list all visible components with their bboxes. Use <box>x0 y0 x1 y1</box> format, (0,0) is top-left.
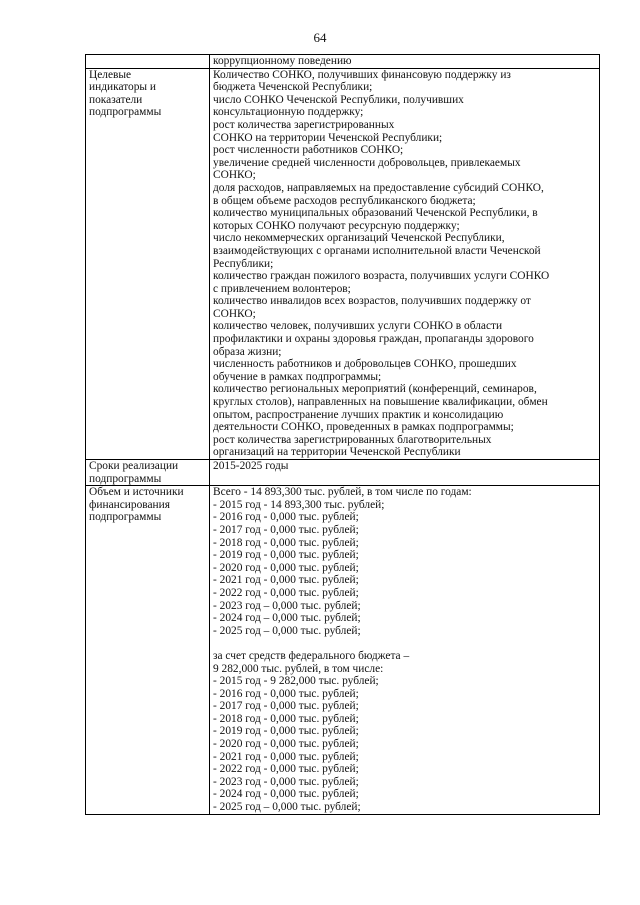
row-value-line: число некоммерческих организаций Чеченской Республики, <box>213 232 505 245</box>
row-value-line: - 2015 год - 9 282,000 тыс. рублей; <box>213 675 379 688</box>
row-value-line: за счет средств федерального бюджета – <box>213 649 410 662</box>
row-value-line: - 2024 год – 0,000 тыс. рублей; <box>213 612 361 625</box>
row-label-line: индикаторы и <box>89 81 157 94</box>
row-value-line: - 2021 год - 0,000 тыс. рублей; <box>213 574 359 587</box>
row-value-line: количество инвалидов всех возрастов, получивших поддержку от <box>213 295 531 308</box>
row-value-line: доля расходов, направляемых на предоставление субсидий СОНКО, <box>213 181 544 194</box>
row-value-line: образа жизни; <box>213 345 282 358</box>
row-value-line: профилактики и охраны здоровья граждан, пропаганды здорового <box>213 333 534 346</box>
row-value-line: - 2022 год - 0,000 тыс. рублей; <box>213 763 359 776</box>
row-value-line: с привлечением волонтеров; <box>213 282 351 295</box>
row-value-line: - 2023 год - 0,000 тыс. рублей; <box>213 775 359 788</box>
table-row <box>86 55 600 69</box>
row-value-line: консультационную поддержку; <box>213 106 364 119</box>
row-value-line: в общем объеме расходов республиканского бюджета; <box>213 194 476 207</box>
row-value-cell <box>210 460 600 486</box>
row-value-line: СОНКО; <box>213 169 256 182</box>
row-value-line: - 2020 год - 0,000 тыс. рублей; <box>213 561 359 574</box>
row-label-cell <box>86 486 210 814</box>
row-value-line: численность работников и добровольцев СОНКО, прошедших <box>213 358 517 371</box>
row-label-cell <box>86 68 210 459</box>
row-value-line: организаций на территории Чеченской Республики <box>213 446 461 459</box>
table-row <box>86 460 600 486</box>
row-value-line: - 2021 год - 0,000 тыс. рублей; <box>213 750 359 763</box>
row-label-line: Сроки реализации <box>89 460 179 472</box>
row-value-cell <box>210 68 600 459</box>
table-row <box>86 68 600 459</box>
row-label-cell <box>86 55 210 69</box>
row-value-line: которых СОНКО получают ресурсную поддержку; <box>213 219 460 232</box>
row-value-line: - 2016 год - 0,000 тыс. рублей; <box>213 511 359 524</box>
row-value-line: 2015-2025 годы <box>213 460 289 472</box>
blank-line <box>213 637 597 650</box>
row-label-line: Целевые <box>89 68 132 81</box>
row-label-line: показатели <box>89 93 143 106</box>
row-value-line: рост количества зарегистрированных <box>213 118 395 131</box>
row-value-line: - 2018 год - 0,000 тыс. рублей; <box>213 712 359 725</box>
row-value-line: СОНКО на территории Чеченской Республики; <box>213 131 443 144</box>
row-value-line: бюджета Чеченской Республики; <box>213 81 373 94</box>
row-value-line: - 2015 год - 14 893,300 тыс. рублей; <box>213 498 385 511</box>
row-value-line: взаимодействующих с органами исполнительной власти Чеченской <box>213 244 541 257</box>
row-value-cell <box>210 55 600 69</box>
row-value-line: - 2018 год - 0,000 тыс. рублей; <box>213 536 359 549</box>
row-value-line: круглых столов), направленных на повышение квалификации, обмен <box>213 396 548 409</box>
row-value-line: - 2025 год – 0,000 тыс. рублей; <box>213 801 361 814</box>
row-value-line: Количество СОНКО, получивших финансовую поддержку из <box>213 68 511 81</box>
row-label-line: подпрограммы <box>89 511 162 524</box>
row-value-line: - 2020 год - 0,000 тыс. рублей; <box>213 738 359 751</box>
page-number: 64 <box>313 30 327 45</box>
row-value-line: - 2022 год - 0,000 тыс. рублей; <box>213 586 359 599</box>
row-value-line: деятельности СОНКО, проведенных в рамках подпрограммы; <box>213 421 514 434</box>
row-value-line: рост численности работников СОНКО; <box>213 144 404 157</box>
row-value-cell <box>210 486 600 814</box>
row-value-line: коррупционному поведению <box>213 55 352 67</box>
row-value-line: - 2017 год - 0,000 тыс. рублей; <box>213 523 359 536</box>
row-value-line: Всего - 14 893,300 тыс. рублей, в том числе по годам: <box>213 486 472 499</box>
row-value-line: СОНКО; <box>213 307 256 320</box>
subprogram-passport-table <box>85 54 600 815</box>
row-value-line: количество человек, получивших услуги СОНКО в области <box>213 320 503 333</box>
row-value-line: - 2019 год - 0,000 тыс. рублей; <box>213 549 359 562</box>
row-value-line: 9 282,000 тыс. рублей, в том числе: <box>213 662 384 675</box>
row-value-line: число СОНКО Чеченской Республики, получивших <box>213 93 464 106</box>
row-label-line: финансирования <box>89 498 170 511</box>
row-value-line: - 2016 год - 0,000 тыс. рублей; <box>213 687 359 700</box>
row-value-line: Республики; <box>213 257 274 270</box>
row-value-line: - 2019 год - 0,000 тыс. рублей; <box>213 725 359 738</box>
row-label-line: Объем и источники <box>89 486 184 499</box>
table-row <box>86 486 600 814</box>
row-value-line: - 2017 год - 0,000 тыс. рублей; <box>213 700 359 713</box>
row-value-line: рост количества зарегистрированных благотворительных <box>213 433 492 446</box>
row-value-line: - 2025 год – 0,000 тыс. рублей; <box>213 624 361 637</box>
row-label-line: подпрограммы <box>89 106 162 119</box>
row-value-line: обучение в рамках подпрограммы; <box>213 370 382 383</box>
row-value-line: увеличение средней численности добровольцев, привлекаемых <box>213 156 521 169</box>
row-label-cell <box>86 460 210 486</box>
row-value-line: количество граждан пожилого возраста, получивших услуги СОНКО <box>213 270 550 283</box>
row-label-line: подпрограммы <box>89 472 162 485</box>
row-value-line: количество региональных мероприятий (конференций, семинаров, <box>213 383 537 396</box>
row-value-line: количество муниципальных образований Чеченской Республики, в <box>213 207 538 220</box>
row-value-line: - 2023 год – 0,000 тыс. рублей; <box>213 599 361 612</box>
row-value-line: - 2024 год - 0,000 тыс. рублей; <box>213 788 359 801</box>
row-value-line: опытом, распространение лучших практик и консолидацию <box>213 408 504 421</box>
